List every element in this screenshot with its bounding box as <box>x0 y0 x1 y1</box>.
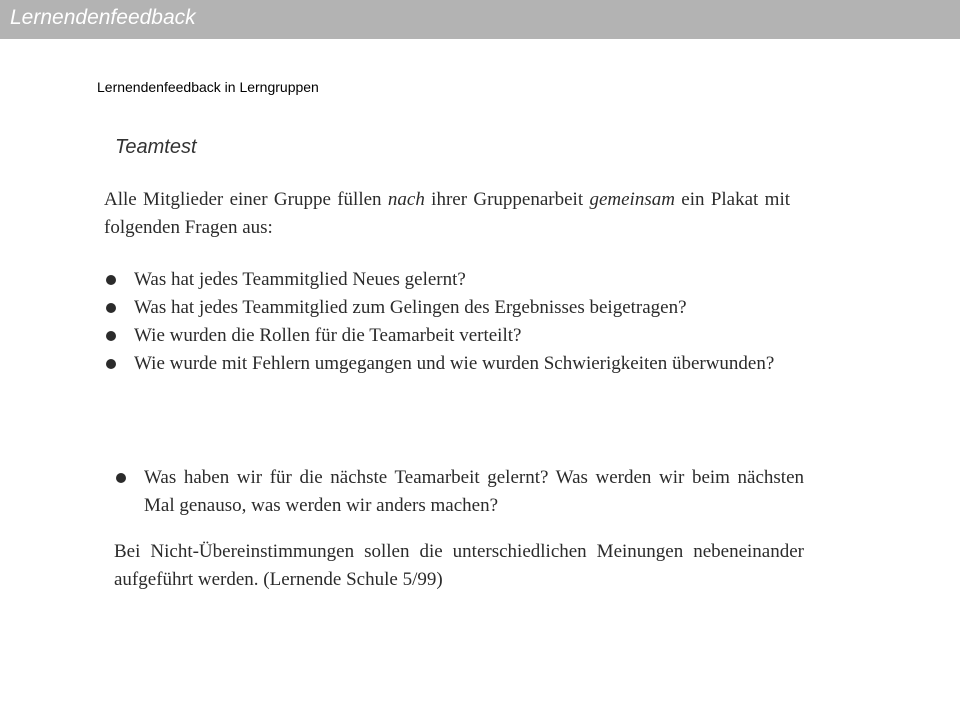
list-item: Was haben wir für die nächste Teamarbeit gelernt? Was werden wir beim nächsten Mal genauso, was werden wir anders machen? <box>114 464 804 520</box>
title-bar <box>0 0 960 39</box>
slide-title: Lernendenfeedback <box>10 6 196 29</box>
document-heading: Teamtest <box>115 136 197 158</box>
final-question-list <box>114 464 804 520</box>
bullet-icon <box>106 303 116 313</box>
emphasis-gemeinsam: gemeinsam <box>589 189 675 210</box>
bullet-icon <box>106 275 116 285</box>
question-list <box>104 266 790 378</box>
list-item: Was hat jedes Teammitglied zum Gelingen des Ergebnisses beigetragen? <box>104 294 790 322</box>
intro-paragraph: Alle Mitglieder einer Gruppe füllen nach ihrer Gruppenarbeit gemeinsam ein Plakat mit folgenden Fragen aus: <box>104 189 790 238</box>
scanned-document <box>100 130 820 610</box>
emphasis-nach: nach <box>387 189 425 210</box>
closing-paragraph: Bei Nicht-Übereinstimmungen sollen die unterschiedlichen Meinungen nebeneinander aufgeführt werden. (Lernende Schule 5/99) <box>114 541 804 590</box>
bullet-icon <box>116 473 126 483</box>
slide-subtitle: Lernendenfeedback in Lerngruppen <box>97 79 319 95</box>
list-item: Wie wurde mit Fehlern umgegangen und wie wurden Schwierigkeiten überwunden? <box>104 350 790 378</box>
list-item: Was hat jedes Teammitglied Neues gelernt? <box>104 266 790 294</box>
bullet-icon <box>106 331 116 341</box>
list-item: Wie wurden die Rollen für die Teamarbeit verteilt? <box>104 322 790 350</box>
bullet-icon <box>106 359 116 369</box>
